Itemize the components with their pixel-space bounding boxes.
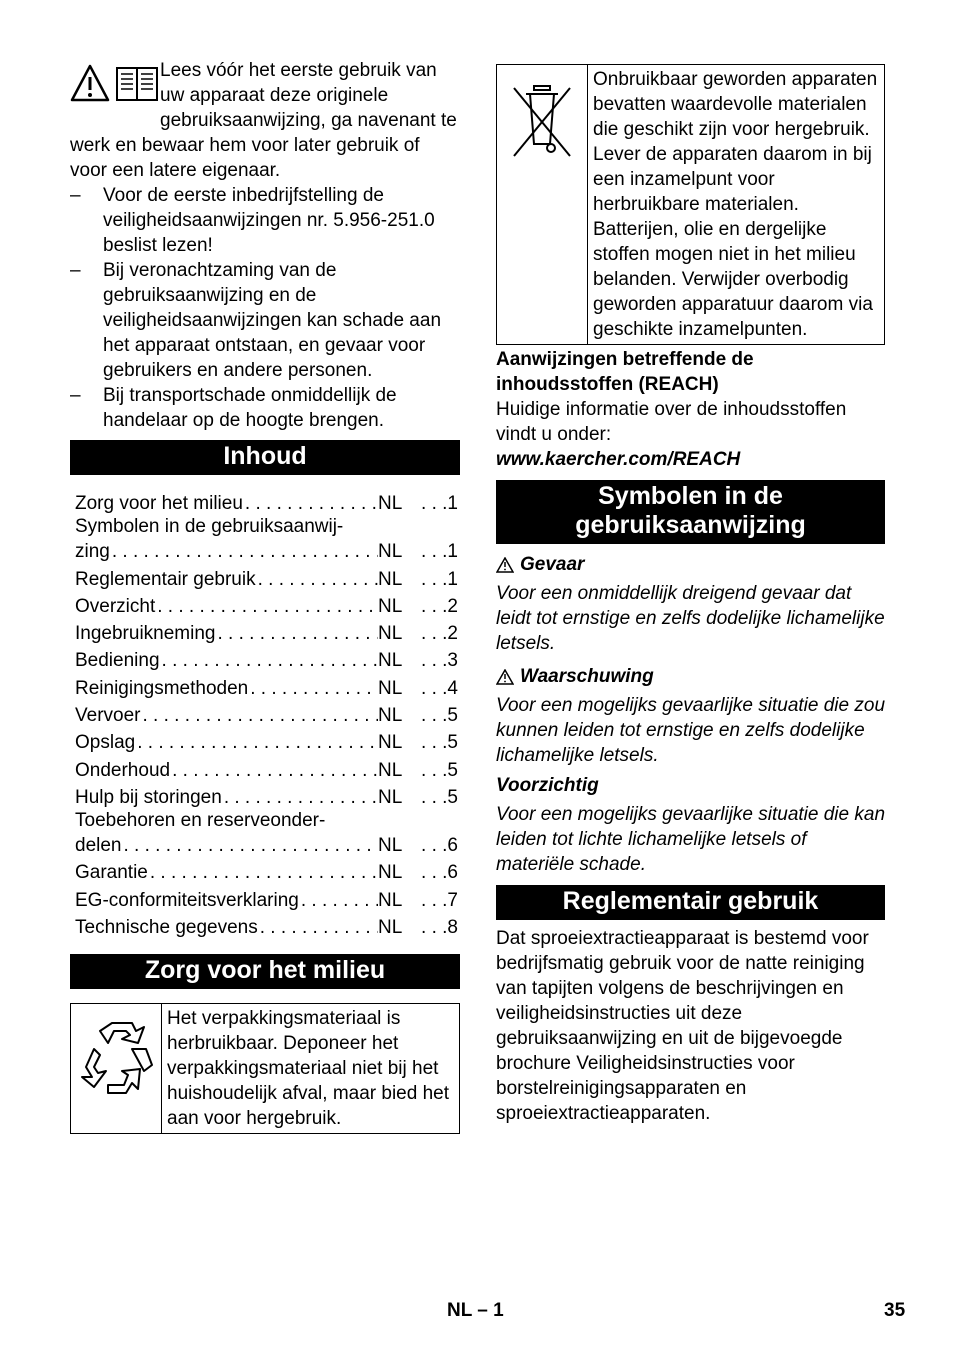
intended-use-text: Dat sproeiextractieapparaat is bestemd voor bedrijfsmatig gebruik voor de natte reiniging van tapijten volgens de beschrijvingen en veiligheidsinstructies uit deze gebruiksaanwijzing en uit de bijgevoegde brochure Veiligheidsinstructies voor borstelreinigingsapparaten en sproeiextractieapparaten. (496, 928, 869, 1124)
reach-link[interactable]: www.kaercher.com/REACH (496, 449, 741, 470)
toc-entry[interactable]: Ingebruikneming . . . NL . . .2 (75, 619, 460, 646)
warning-heading: Waarschuwing (496, 664, 885, 689)
warning-triangle-icon (496, 557, 514, 573)
warning-text: Voor een mogelijks gevaarlijke situatie die zou kunnen leiden tot ernstige en zelfs dodelijke lichamelijke letsels. (496, 695, 886, 766)
caution-heading: Voorzichtig (496, 775, 599, 796)
toc-entry[interactable]: Onderhoud . . . NL . . .5 (75, 755, 460, 782)
left-column (70, 58, 460, 1134)
warning-triangle-icon (72, 66, 108, 100)
packaging-text: Het verpakkingsmateriaal is herbruikbaar. Deponeer het verpakkingsmateriaal niet bij het huishoudelijk afval, maar bied het aan voor hergebruik. (162, 1003, 460, 1133)
toc-entry[interactable]: EG-conformiteitsverklaring . . . NL . . .7 (75, 885, 460, 912)
disposal-text: Onbruikbaar geworden apparaten bevatten waardevolle materialen die geschikt zijn voor hergebruik. Lever de apparaten daarom in bij een inzamelpunt voor herbruikbare materialen. Batterijen, olie en dergelijke stoffen mogen niet in het milieu belanden. Verwijder overbodig geworden apparatuur daarom via geschikte inzamelpunten. (588, 65, 885, 345)
toc-entry[interactable]: Symbolen in de gebruiksaanwij- zing . . . NL . . .1 (75, 516, 460, 564)
toc-entry[interactable]: Bediening . . . NL . . .3 (75, 646, 460, 673)
symbols-heading: Symbolen in de gebruiksaanwijzing (496, 480, 885, 544)
disposal-table (496, 64, 885, 345)
list-item: – Bij veronachtzaming van de gebruiksaanwijzing en de veiligheidsaanwijzingen kan schade aan het apparaat ontstaan, en gevaar voor gebruikers en andere personen. (70, 258, 460, 383)
page-number: 35 (884, 1300, 906, 1321)
toc-entry[interactable]: Garantie . . . NL . . .6 (75, 858, 460, 885)
intro-text: Lees vóór het eerste gebruik van uw apparaat deze originele gebruiksaanwijzing, ga navenant te werk en bewaar hem voor later gebruik of voor een latere eigenaar. (70, 60, 457, 181)
environment-heading: Zorg voor het milieu (70, 954, 460, 989)
crossed-bin-icon (497, 65, 588, 345)
reach-heading: Aanwijzingen betreffende de inhoudsstoffen (REACH) (496, 349, 754, 395)
warning-triangle-icon (496, 669, 514, 685)
packaging-table (70, 1003, 460, 1134)
toc-entry[interactable]: Overzicht . . . NL . . .2 (75, 592, 460, 619)
intro-icons (70, 64, 160, 110)
toc-entry[interactable]: Reinigingsmethoden . . . NL . . .4 (75, 673, 460, 700)
toc-entry[interactable]: Technische gegevens . . . NL . . .8 (75, 913, 460, 940)
table-of-contents (70, 489, 460, 940)
reach-text: Huidige informatie over de inhoudsstoffen vindt u onder: (496, 399, 847, 445)
toc-entry[interactable]: Zorg voor het milieu . . . NL . . .1 (75, 489, 460, 516)
right-column (496, 64, 885, 1126)
list-item: – Voor de eerste inbedrijfstelling de veiligheidsaanwijzingen nr. 5.956-251.0 beslist lezen! (70, 183, 460, 258)
recycle-icon (71, 1003, 162, 1133)
open-book-icon (117, 68, 157, 100)
footer-lang-page: NL – 1 (447, 1300, 504, 1321)
caution-text: Voor een mogelijks gevaarlijke situatie die kan leiden tot lichte lichamelijke letsels of materiële schade. (496, 804, 886, 875)
toc-entry[interactable]: Reglementair gebruik . . . NL . . .1 (75, 564, 460, 591)
toc-heading: Inhoud (70, 440, 460, 475)
toc-entry[interactable]: Toebehoren en reserveonder- delen . . . NL . . .6 (75, 810, 460, 858)
danger-heading: Gevaar (496, 552, 885, 577)
toc-entry[interactable]: Opslag . . . NL . . .5 (75, 728, 460, 755)
toc-entry[interactable]: Hulp bij storingen . . . NL . . .5 (75, 783, 460, 810)
intended-use-heading: Reglementair gebruik (496, 885, 885, 920)
danger-text: Voor een onmiddellijk dreigend gevaar dat leidt tot ernstige en zelfs dodelijke lichamelijke letsels. (496, 583, 885, 654)
intro-bullets (70, 183, 460, 433)
toc-entry[interactable]: Vervoer . . . NL . . .5 (75, 701, 460, 728)
list-item: – Bij transportschade onmiddellijk de handelaar op de hoogte brengen. (70, 383, 460, 433)
